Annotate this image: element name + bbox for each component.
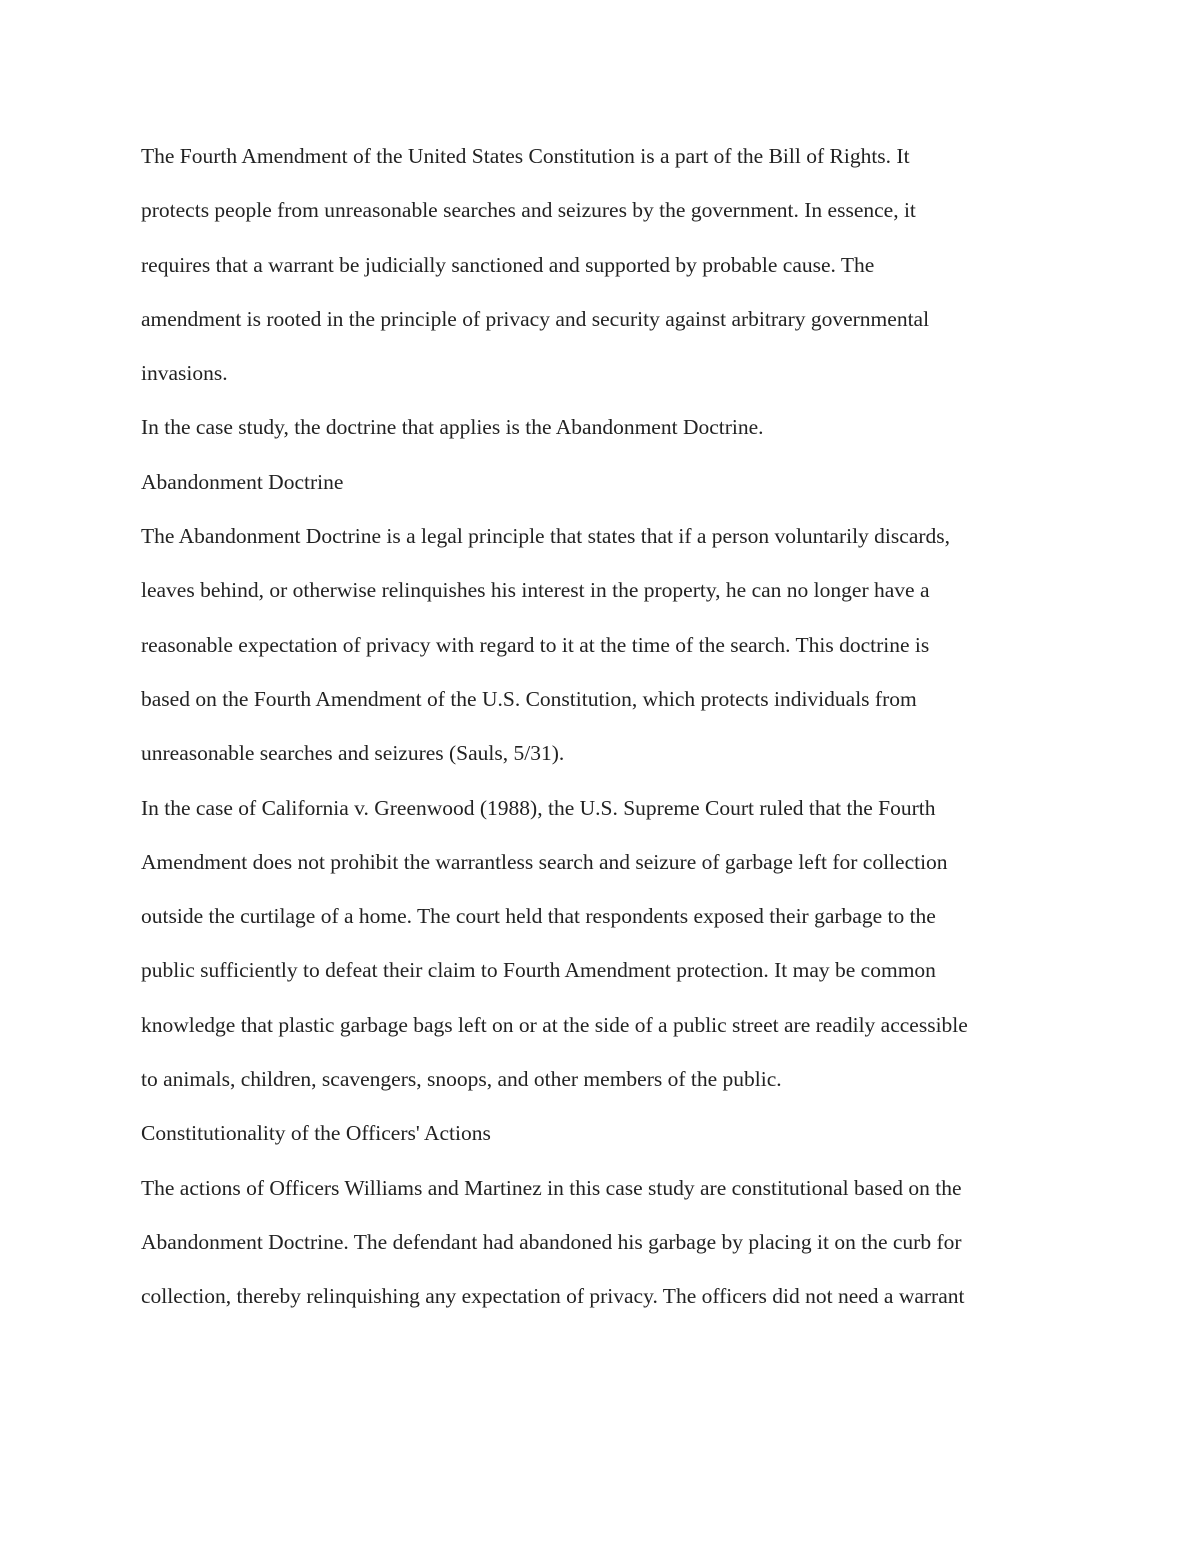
paragraph-line: The Fourth Amendment of the United States Constitution is a part of the Bill of Rights. It [141,144,910,168]
paragraph-line: Amendment does not prohibit the warrantless search and seizure of garbage left for collection [141,849,948,874]
section-heading: Abandonment Doctrine [141,469,344,494]
document-body [141,129,1061,1324]
paragraph-line: In the case study, the doctrine that applies is the Abandonment Doctrine. [141,415,764,440]
paragraph-line: public sufficiently to defeat their claim to Fourth Amendment protection. It may be common [141,958,936,983]
paragraph-line: collection, thereby relinquishing any expectation of privacy. The officers did not need a warrant [141,1284,965,1309]
paragraph-line: leaves behind, or otherwise relinquishes his interest in the property, he can no longer have a [141,578,930,603]
paragraph-line: The actions of Officers Williams and Martinez in this case study are constitutional based on the [141,1175,962,1200]
paragraph-line: knowledge that plastic garbage bags left on or at the side of a public street are readily accessible [141,1012,968,1037]
paragraph-line: In the case of California v. Greenwood (1988), the U.S. Supreme Court ruled that the Fourth [141,795,936,820]
paragraph-line: amendment is rooted in the principle of privacy and security against arbitrary governmental [141,306,930,331]
paragraph-line: protects people from unreasonable searches and seizures by the government. In essence, it [141,198,916,223]
paragraph-line: unreasonable searches and seizures (Sauls, 5/31). [141,741,565,766]
paragraph-line: outside the curtilage of a home. The court held that respondents exposed their garbage to the [141,904,936,929]
paragraph-line: to animals, children, scavengers, snoops, and other members of the public. [141,1067,782,1092]
paragraph-line: The Abandonment Doctrine is a legal principle that states that if a person voluntarily discards, [141,524,951,549]
section-heading: Constitutionality of the Officers' Actions [141,1121,491,1146]
paragraph-line: Abandonment Doctrine. The defendant had abandoned his garbage by placing it on the curb for [141,1229,962,1254]
paragraph-line: requires that a warrant be judicially sanctioned and supported by probable cause. The [141,252,875,277]
paragraph-line: invasions. [141,361,228,386]
paragraph-line: reasonable expectation of privacy with regard to it at the time of the search. This doctrine is [141,632,930,657]
paragraph-line: based on the Fourth Amendment of the U.S. Constitution, which protects individuals from [141,686,917,711]
